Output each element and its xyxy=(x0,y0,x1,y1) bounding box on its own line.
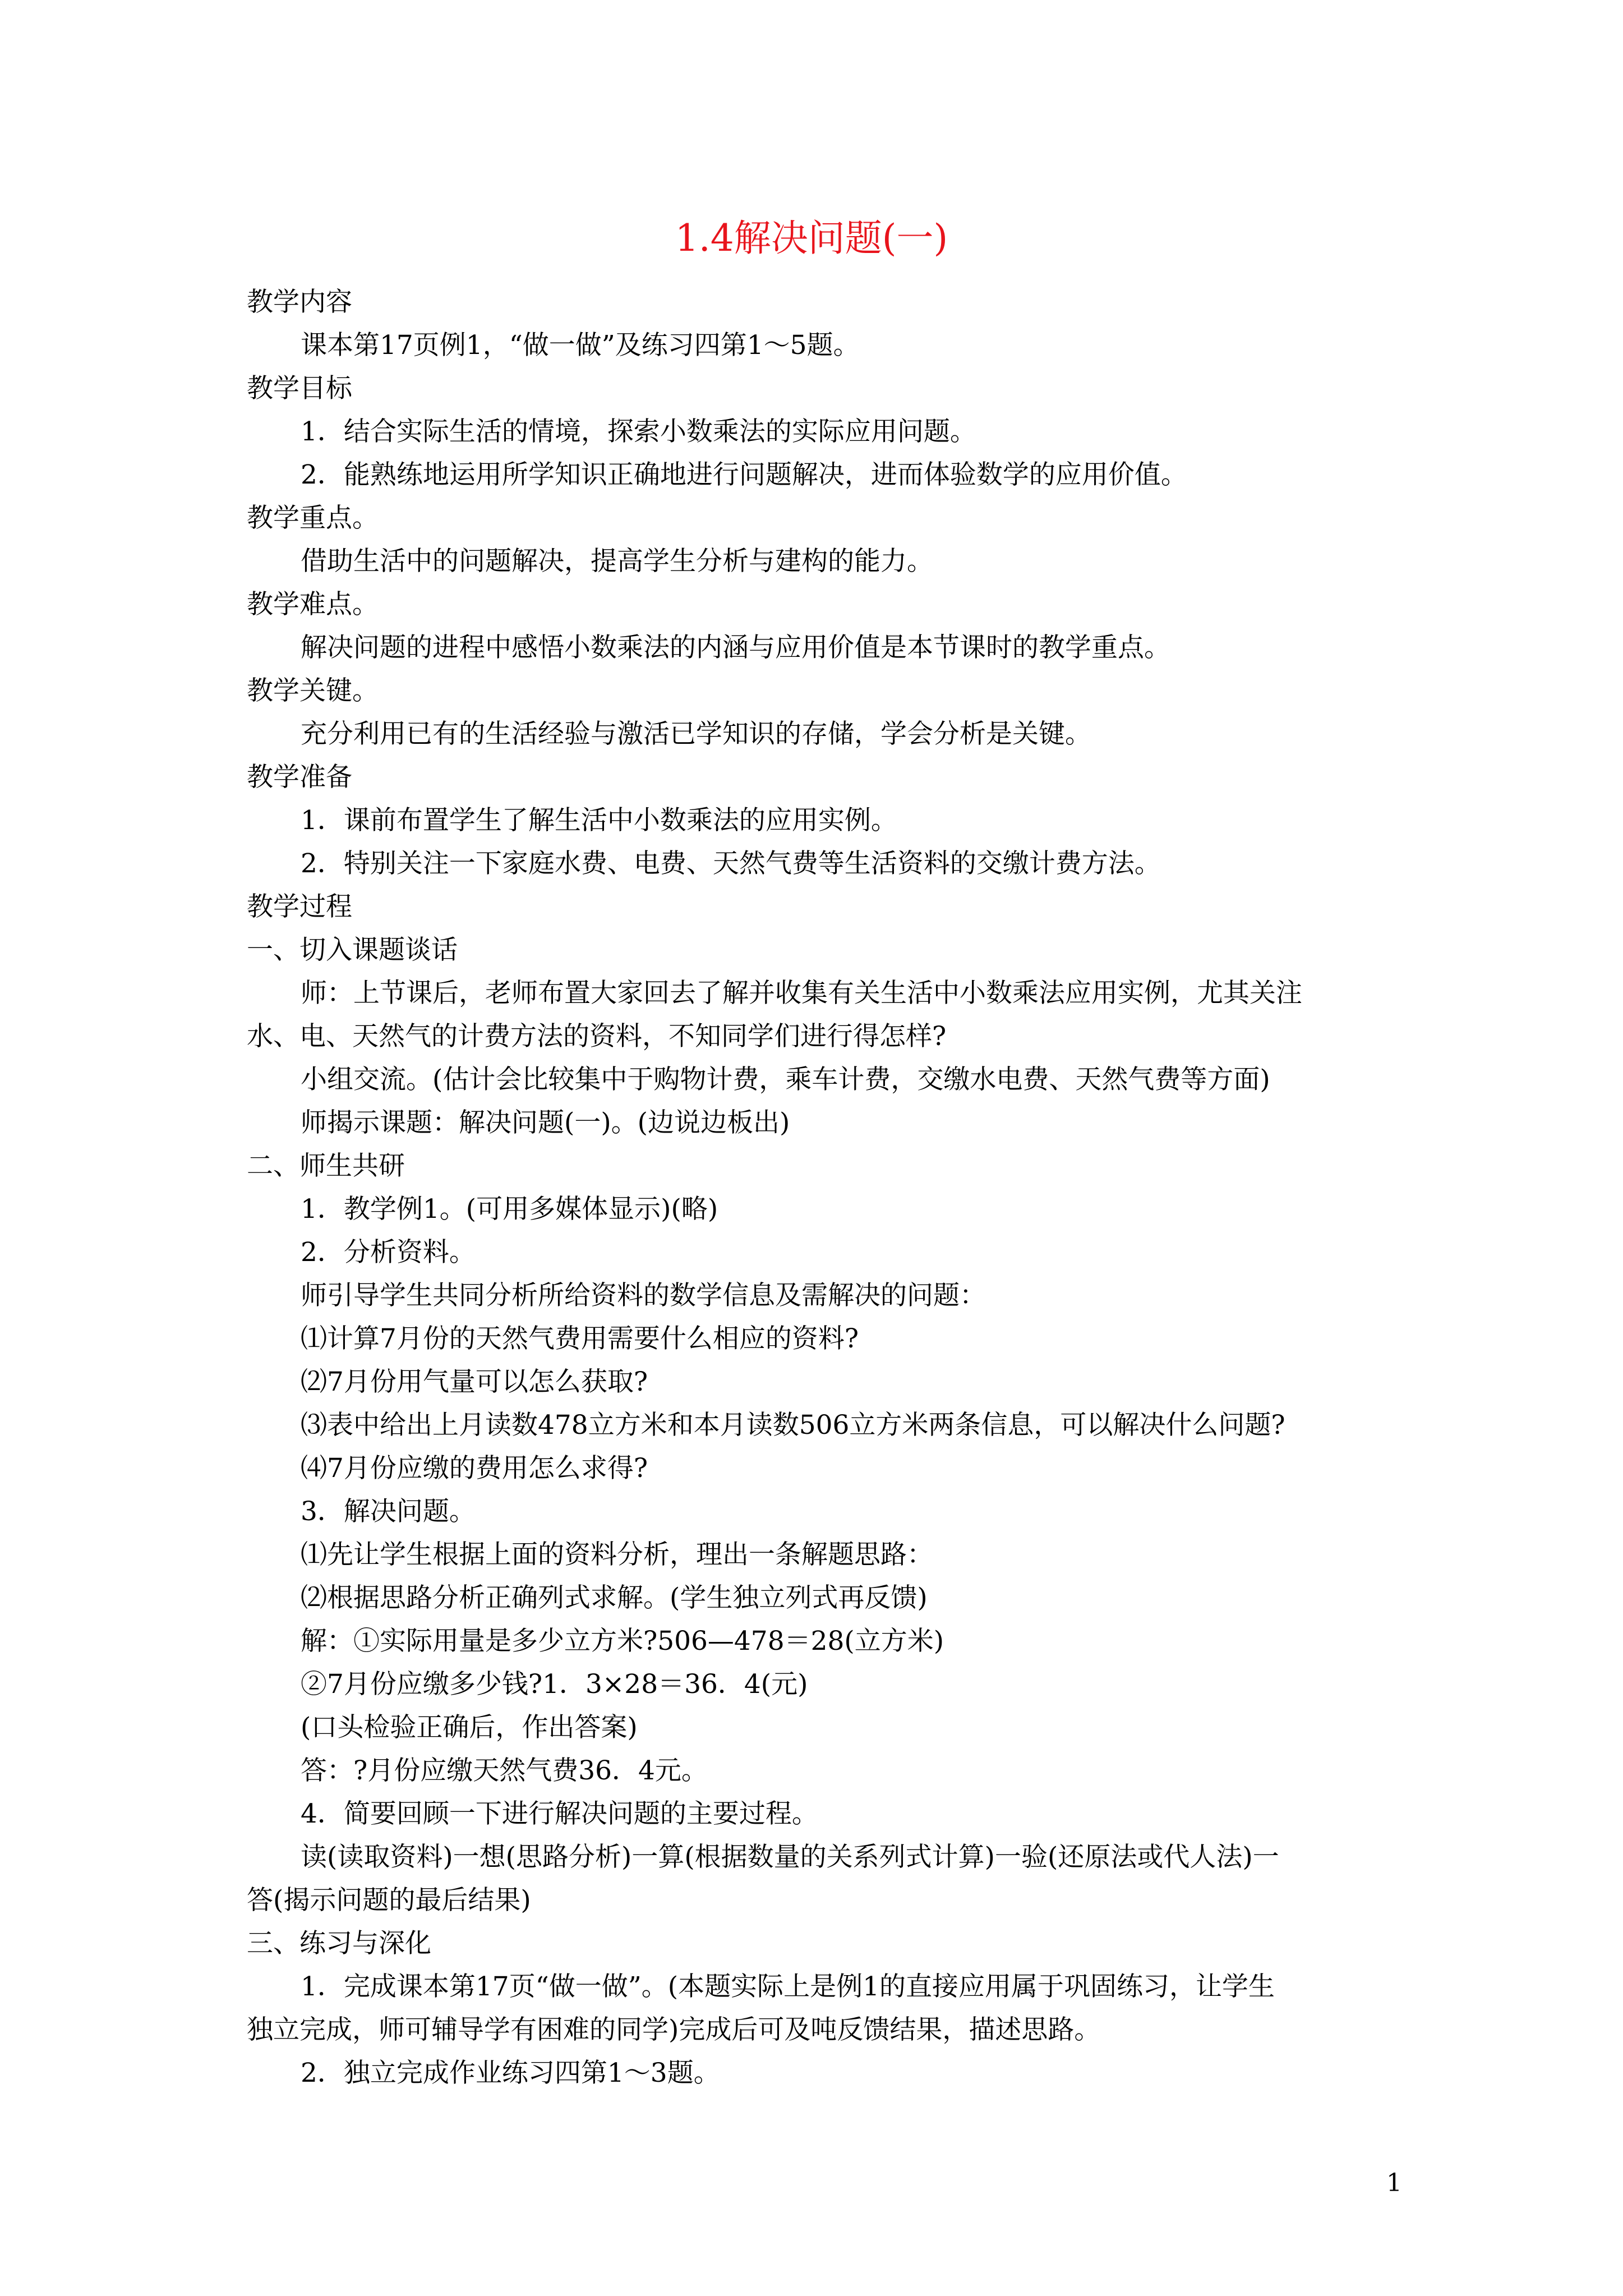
text-line: 教学关键。 xyxy=(247,675,379,706)
text-line: 1．结合实际生活的情境，探索小数乘法的实际应用问题。 xyxy=(301,416,976,447)
text-line: 1．教学例1。(可用多媒体显示)(略) xyxy=(301,1194,718,1225)
text-line: 教学过程 xyxy=(247,891,352,922)
text-line: 三、练习与深化 xyxy=(247,1928,431,1959)
text-line: ⑴先让学生根据上面的资料分析，理出一条解题思路： xyxy=(301,1539,933,1570)
text-line: 2．能熟练地运用所学知识正确地进行问题解决，进而体验数学的应用价值。 xyxy=(301,459,1187,490)
text-line: 教学难点。 xyxy=(247,589,379,620)
document-body xyxy=(247,280,1402,2095)
text-line: 答：?月份应缴天然气费36．4元。 xyxy=(301,1755,708,1786)
text-line: 借助生活中的问题解决，提高学生分析与建构的能力。 xyxy=(301,546,933,577)
text-line: 师揭示课题：解决问题(一)。(边说边板出) xyxy=(301,1107,790,1138)
page-number: 1 xyxy=(1386,2169,1402,2197)
text-line: ⑷7月份应缴的费用怎么求得? xyxy=(301,1453,648,1484)
text-line: 一、切入课题谈话 xyxy=(247,935,458,965)
text-line: 解：①实际用量是多少立方米?506—478＝28(立方米) xyxy=(301,1626,944,1657)
text-line: (口头检验正确后，作出答案) xyxy=(301,1712,638,1743)
text-line: 二、师生共研 xyxy=(247,1151,405,1181)
text-line: 独立完成，师可辅导学有困难的同学)完成后可及吨反馈结果，描述思路。 xyxy=(247,2014,1101,2045)
text-line: 答(揭示问题的最后结果) xyxy=(247,1885,531,1916)
text-line: 充分利用已有的生活经验与激活已学知识的存储，学会分析是关键。 xyxy=(301,719,1091,749)
text-line: 师引导学生共同分析所给资料的数学信息及需解决的问题： xyxy=(301,1280,986,1311)
text-line: ⑶表中给出上月读数478立方米和本月读数506立方米两条信息，可以解决什么问题? xyxy=(301,1410,1285,1441)
text-line: 3．解决问题。 xyxy=(301,1496,476,1527)
text-line: ⑵7月份用气量可以怎么获取? xyxy=(301,1366,648,1397)
text-line: ②7月份应缴多少钱?1．3×28＝36．4(元) xyxy=(301,1669,808,1700)
text-line: 教学准备 xyxy=(247,762,352,793)
text-line: 教学内容 xyxy=(247,287,352,318)
text-line: ⑴计算7月份的天然气费用需要什么相应的资料? xyxy=(301,1323,859,1354)
text-line: 解决问题的进程中感悟小数乘法的内涵与应用价值是本节课时的教学重点。 xyxy=(301,632,1170,663)
text-line: 1．完成课本第17页“做一做”。(本题实际上是例1的直接应用属于巩固练习，让学生 xyxy=(301,1971,1275,2002)
text-line: 教学目标 xyxy=(247,373,352,404)
text-line: 小组交流。(估计会比较集中于购物计费，乘车计费，交缴水电费、天然气费等方面) xyxy=(301,1064,1270,1095)
text-line: 水、电、天然气的计费方法的资料，不知同学们进行得怎样? xyxy=(247,1021,947,1052)
text-line: 4．简要回顾一下进行解决问题的主要过程。 xyxy=(301,1798,818,1829)
text-line: 读(读取资料)一想(思路分析)一算(根据数量的关系列式计算)一验(还原法或代人法)一 xyxy=(301,1842,1279,1872)
text-line: 师：上节课后，老师布置大家回去了解并收集有关生活中小数乘法应用实例，尤其关注 xyxy=(301,978,1302,1009)
text-line: 1．课前布置学生了解生活中小数乘法的应用实例。 xyxy=(301,805,897,836)
document-title: 1.4解决问题(一) xyxy=(675,217,948,260)
text-line: 课本第17页例1，“做一做”及练习四第1～5题。 xyxy=(301,330,860,361)
text-line: 2．特别关注一下家庭水费、电费、天然气费等生活资料的交缴计费方法。 xyxy=(301,848,1161,879)
text-line: ⑵根据思路分析正确列式求解。(学生独立列式再反馈) xyxy=(301,1582,928,1613)
text-line: 教学重点。 xyxy=(247,503,379,533)
text-line: 2．独立完成作业练习四第1～3题。 xyxy=(301,2058,720,2088)
text-line: 2．分析资料。 xyxy=(301,1237,476,1268)
